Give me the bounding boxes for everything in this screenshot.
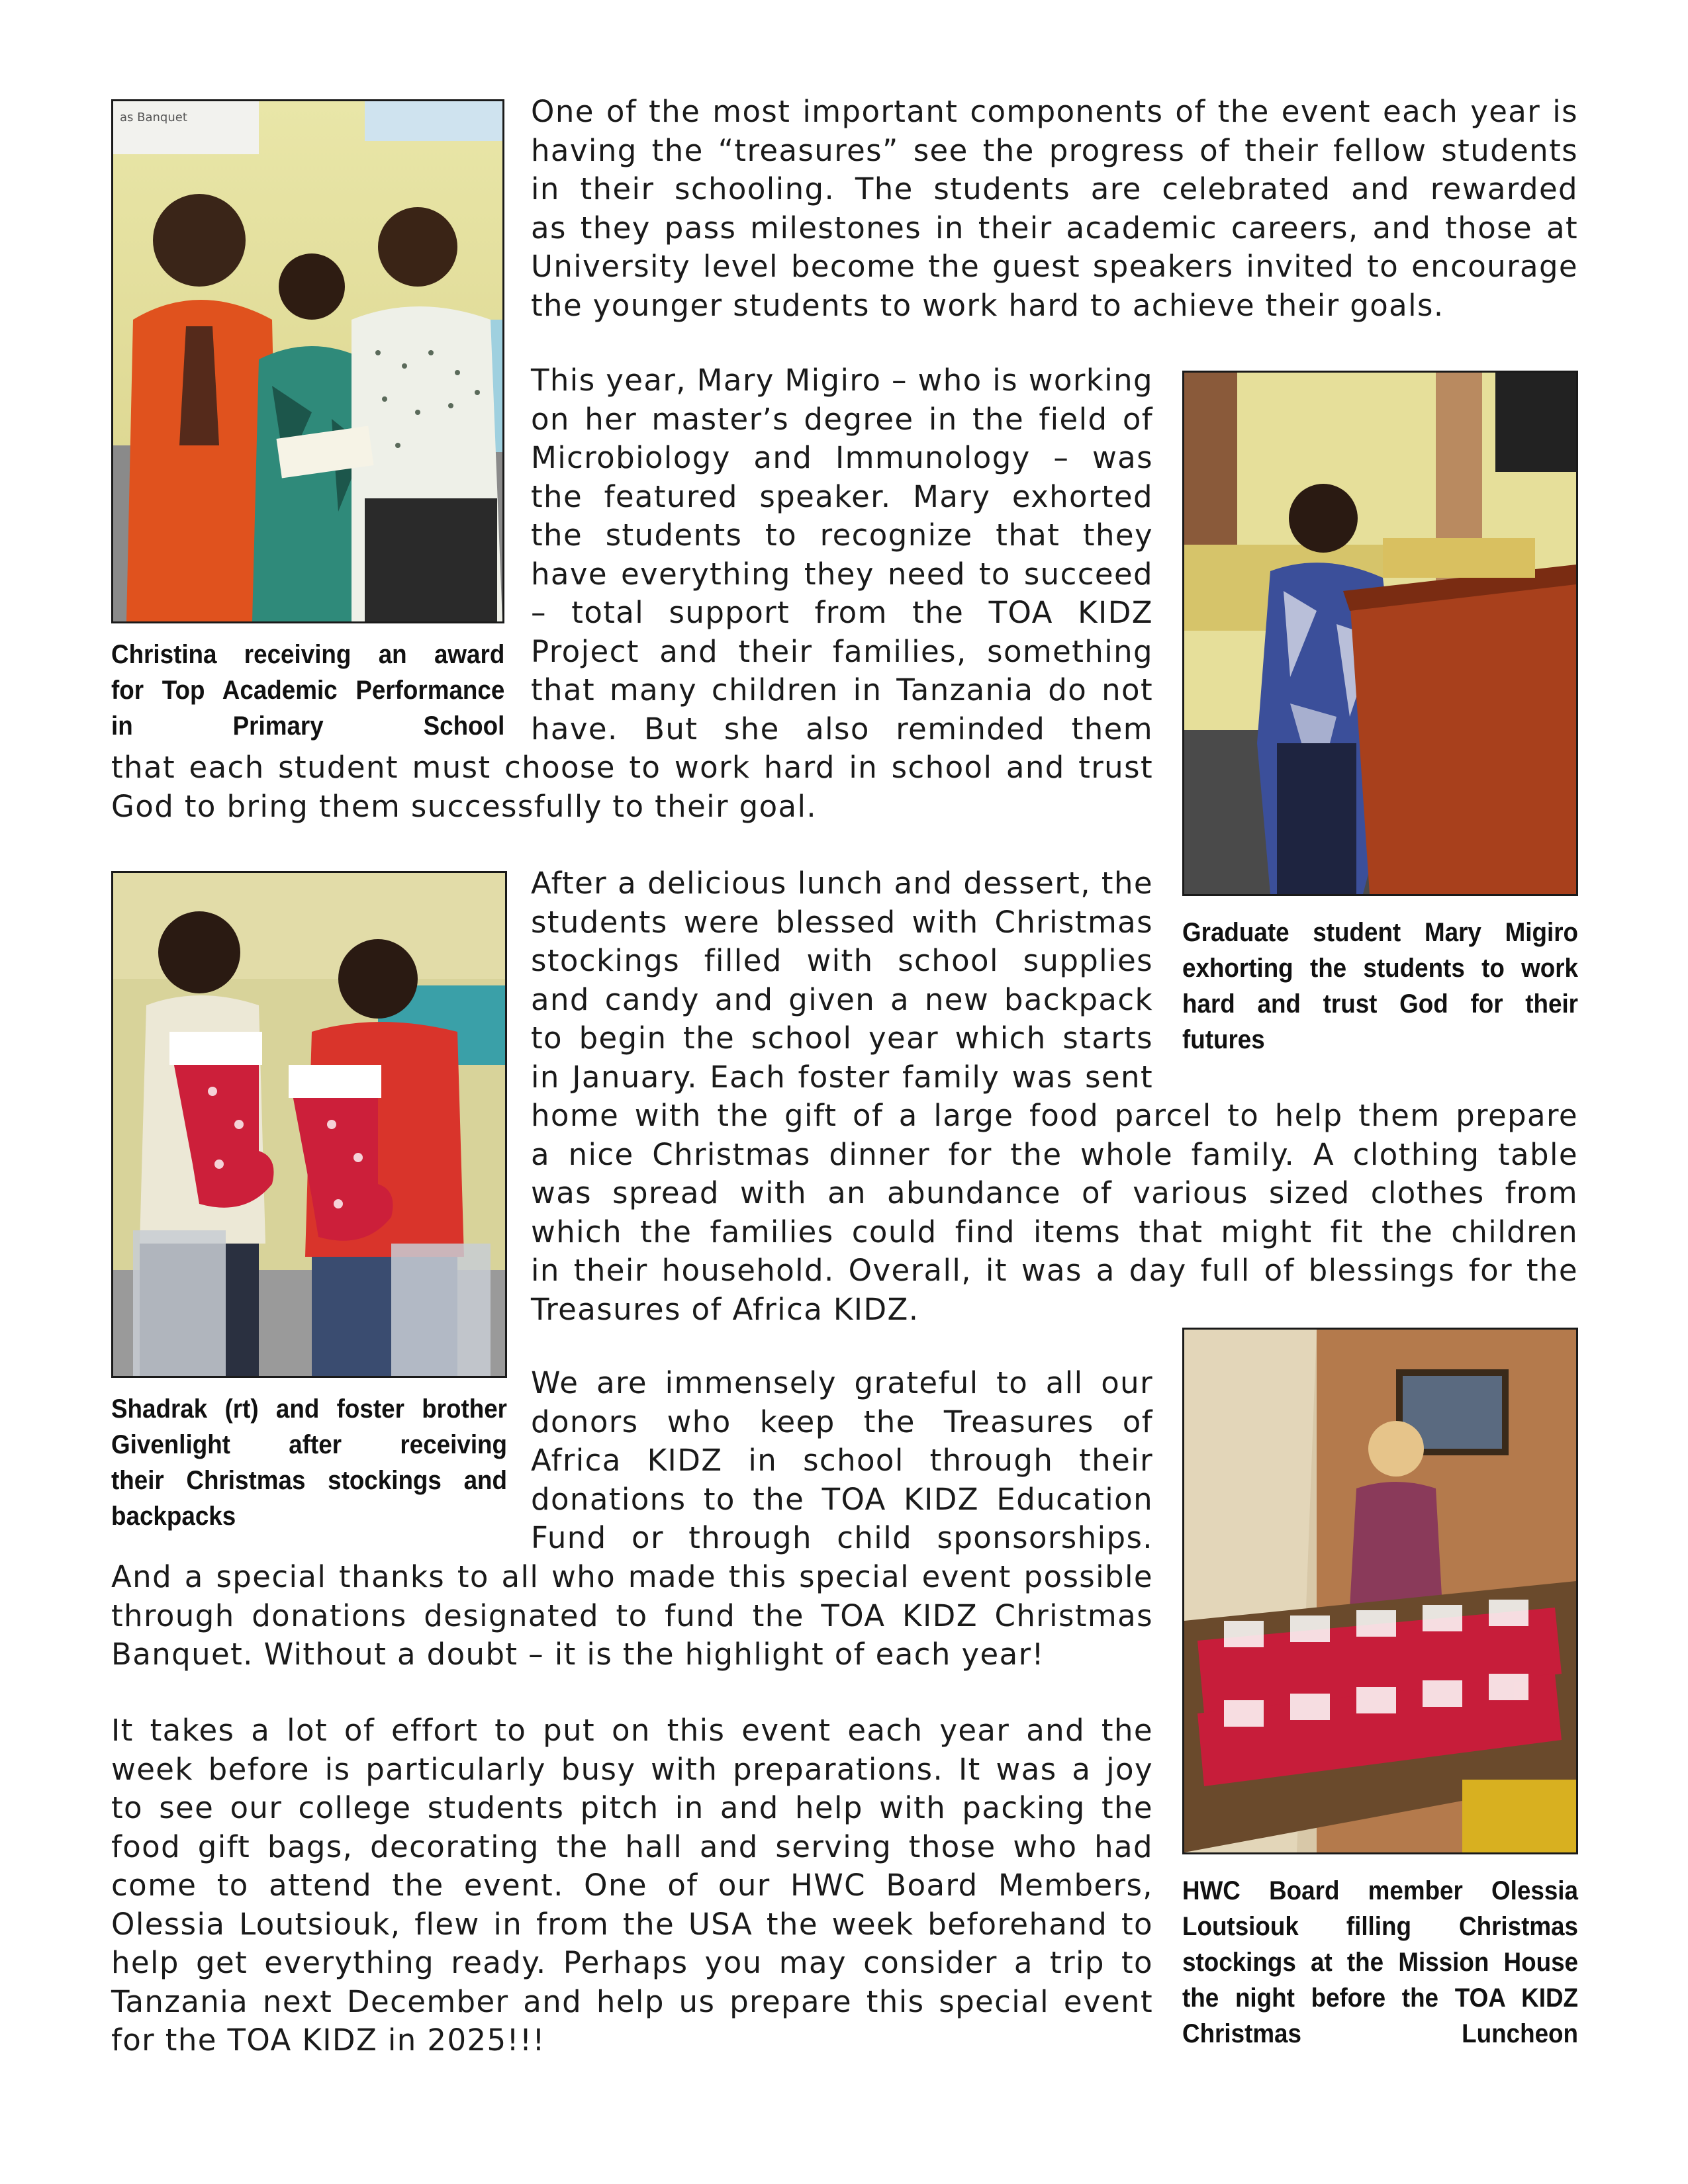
caption-line: stockings at the Mission House xyxy=(1182,1948,1578,1977)
text-line: and candy and given a new backpack xyxy=(531,981,1153,1017)
paragraph-thanks xyxy=(111,1558,1153,1674)
photo-board-member xyxy=(1182,1328,1578,1854)
text-line: Tanzania next December and help us prepare this special event xyxy=(111,1983,1153,2019)
text-line: home with the gift of a large food parcel to help them prepare xyxy=(531,1098,1578,1133)
text-line: donations to the TOA KIDZ Education xyxy=(531,1481,1153,1517)
paragraph-importance xyxy=(531,93,1578,325)
caption-line: backpacks xyxy=(111,1502,236,1531)
text-line: the students to recognize that they xyxy=(531,518,1153,553)
caption-line: exhorting the students to work xyxy=(1182,954,1578,983)
photo-board-member-caption xyxy=(1182,1873,1578,2052)
text-line: stockings filled with school supplies xyxy=(531,943,1153,978)
award-photo-illustration xyxy=(113,101,502,621)
board-member-photo-illustration xyxy=(1184,1330,1576,1852)
text-line: Project and their families, something xyxy=(531,633,1153,669)
stockings-photo-illustration xyxy=(113,873,505,1376)
text-line: Africa KIDZ in school through their xyxy=(531,1443,1153,1478)
caption-line: Graduate student Mary Migiro xyxy=(1182,918,1578,947)
photo-speaker-caption xyxy=(1182,915,1578,1058)
caption-line: for Top Academic Performance xyxy=(111,676,505,705)
text-line: that each student must choose to work hard in school and trust xyxy=(111,750,1153,785)
text-line: God to bring them successfully to their goal. xyxy=(111,788,818,824)
caption-line: Christmas Luncheon xyxy=(1182,2019,1578,2048)
banner-sign-text: as Banquet xyxy=(120,111,187,124)
text-line: the featured speaker. Mary exhorted xyxy=(531,478,1153,514)
text-line: that many children in Tanzania do not xyxy=(531,672,1153,707)
text-line: Treasures of Africa KIDZ. xyxy=(531,1291,919,1327)
text-line: to begin the school year which starts xyxy=(531,1021,1153,1056)
text-line: in their household. Overall, it was a day full of blessings for the xyxy=(531,1253,1578,1288)
text-line: in their schooling. The students are celebrated and rewarded xyxy=(531,171,1578,206)
text-line: Microbiology and Immunology – was xyxy=(531,440,1153,475)
text-line: Fund or through child sponsorships. xyxy=(531,1520,1153,1555)
caption-line: Loutsiouk filling Christmas xyxy=(1182,1912,1578,1941)
text-line: in January. Each foster family was sent xyxy=(531,1059,1153,1095)
text-line: which the families could find items that might fit the children xyxy=(531,1214,1578,1250)
text-line: – total support from the TOA KIDZ xyxy=(531,595,1153,630)
text-line: through donations designated to fund the TOA KIDZ Christmas xyxy=(111,1598,1153,1633)
caption-line: their Christmas stockings and xyxy=(111,1466,507,1495)
caption-line: Christina receiving an award xyxy=(111,640,505,669)
paragraph-speaker-intro xyxy=(531,361,1153,749)
caption-line: HWC Board member Olessia xyxy=(1182,1876,1578,1905)
text-line: And a special thanks to all who made this special event possible xyxy=(111,1559,1153,1594)
caption-line: Givenlight after receiving xyxy=(111,1430,507,1459)
text-line: It takes a lot of effort to put on this event each year and the xyxy=(111,1713,1153,1748)
text-line: to see our college students pitch in and help with packing the xyxy=(111,1790,1153,1825)
text-line: have everything they need to succeed xyxy=(531,556,1153,592)
caption-line: futures xyxy=(1182,1025,1265,1054)
caption-line: the night before the TOA KIDZ xyxy=(1182,1983,1578,2013)
photo-award xyxy=(111,99,504,623)
text-line: food gift bags, decorating the hall and serving those who had xyxy=(111,1829,1153,1864)
text-line: One of the most important components of the event each year is xyxy=(531,94,1578,129)
text-line: have. But she also reminded them xyxy=(531,711,1153,747)
text-line: for the TOA KIDZ in 2025!!! xyxy=(111,2023,545,2058)
text-line: as they pass milestones in their academic careers, and those at xyxy=(531,210,1578,246)
paragraph-lunch xyxy=(531,864,1153,1097)
photo-award-caption xyxy=(111,637,504,744)
caption-line: in Primary School xyxy=(111,711,505,741)
text-line: We are immensely grateful to all our xyxy=(531,1365,1153,1400)
caption-line: hard and trust God for their xyxy=(1182,989,1578,1019)
text-line: on her master’s degree in the field of xyxy=(531,401,1153,437)
photo-stockings xyxy=(111,871,507,1378)
paragraph-speaker-conclusion xyxy=(111,749,1153,826)
text-line: week before is particularly busy with preparations. It was a joy xyxy=(111,1751,1153,1787)
text-line: University level become the guest speakers invited to encourage xyxy=(531,249,1578,284)
text-line: having the “treasures” see the progress of their fellow students xyxy=(531,132,1578,168)
photo-stockings-caption xyxy=(111,1391,507,1534)
text-line: students were blessed with Christmas xyxy=(531,904,1153,940)
text-line: Banquet. Without a doubt – it is the highlight of each year! xyxy=(111,1637,1045,1672)
caption-line: Shadrak (rt) and foster brother xyxy=(111,1394,507,1424)
text-line: help get everything ready. Perhaps you may consider a trip to xyxy=(111,1945,1153,1980)
text-line: come to attend the event. One of our HWC Board Members, xyxy=(111,1868,1153,1903)
paragraph-gifts xyxy=(531,1097,1578,1329)
text-line: a nice Christmas dinner for the whole family. A clothing table xyxy=(531,1136,1578,1172)
text-line: donors who keep the Treasures of xyxy=(531,1404,1153,1439)
text-line: After a delicious lunch and dessert, the xyxy=(531,866,1153,901)
speaker-photo-illustration xyxy=(1184,373,1576,894)
text-line: This year, Mary Migiro – who is working xyxy=(531,363,1153,398)
paragraph-preparations xyxy=(111,1711,1153,2060)
text-line: was spread with an abundance of various sized clothes from xyxy=(531,1175,1578,1210)
text-line: Olessia Loutsiouk, flew in from the USA the week beforehand to xyxy=(111,1906,1153,1942)
photo-speaker xyxy=(1182,371,1578,896)
paragraph-gratitude xyxy=(531,1364,1153,1558)
text-line: the younger students to work hard to achieve their goals. xyxy=(531,287,1444,323)
